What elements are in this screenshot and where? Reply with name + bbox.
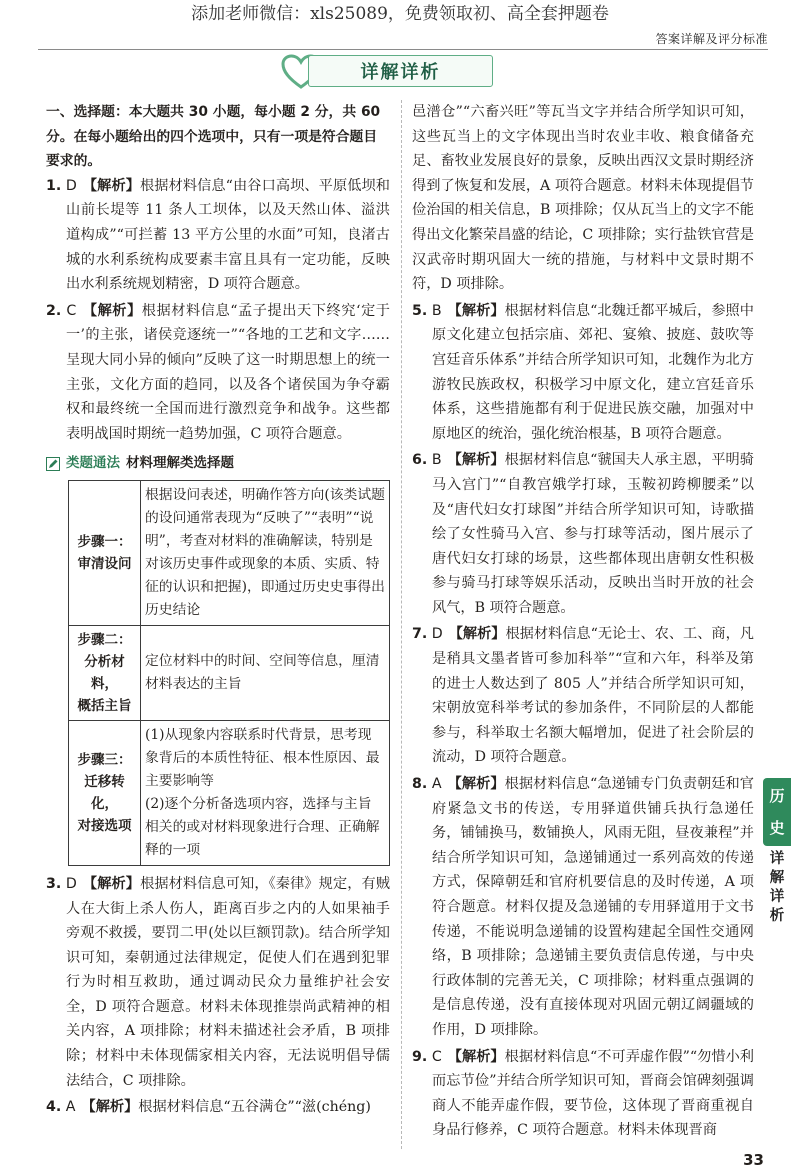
answer-item (412, 622, 754, 770)
title-box (308, 55, 493, 87)
step-heading (69, 720, 141, 865)
answer-text: 根据材料信息“无论士、农、工、商，凡是稍具文墨者皆可参加科举”“宣和六年，科举及第的进士人数达到了 805 人”并结合所学知识可知，宋朝放宽科举考试的参加条件，不同阶层的人都能参与，科举取士名额大幅增加，促进了社会阶层的流动，D 项符合题意。 (432, 626, 754, 766)
answer-text: 根据材料信息“五谷满仓”“滋(chéng) (138, 1099, 371, 1116)
step-heading-title (73, 553, 136, 575)
subject-tab (763, 778, 791, 846)
method-name: 类题通法 (66, 455, 120, 472)
header-label: 答案详解及评分标准 (655, 32, 768, 46)
step-heading-line: 分析材料， (84, 653, 125, 692)
side-tab-char: 历 (769, 787, 785, 805)
answer-item (46, 299, 390, 447)
analysis-tag: 【解析】 (81, 1099, 139, 1116)
answer-text: 根据材料信息“虢国夫人承主恩，平明骑马入宫门”“自教宫娥学打球，玉鞍初跨柳腰柔”以及“唐代妇女打球图”并结合所学知识可知，诗歌描绘了女性骑马入宫、参与打球等活动，图片展示了唐代妇女打球的场景，这些都体现出唐朝女性积极参与骑马打球等娱乐活动，反映出当时开放的社会风气，B 项符合题意。 (432, 452, 754, 616)
side-label-char: 详 (769, 889, 785, 905)
step-row (69, 480, 390, 625)
answer-item (46, 174, 390, 297)
answer-item (412, 299, 754, 447)
step-heading (69, 625, 141, 720)
step-content (141, 720, 390, 865)
answer-number: 2. (46, 302, 62, 319)
answer-text: 根据材料信息“北魏迁都平城后，参照中原文化建立包括宗庙、郊祀、宴飨、披庭、鼓吹等宫廷音乐体系”并结合所学知识可知，北魏作为北方游牧民族政权，积极学习中原文化，建立宫廷音乐体系，这些措施都有利于促进民族交融，加强对中原地区的统治，强化统治根基，B 项符合题意。 (432, 302, 754, 442)
answer-text: 根据材料信息“孟子提出天下终究‘定于一’的主张，诸侯竞逐统一”“各地的工艺和文字……呈现大同小异的倾向”反映了这一时期思想上的统一主张，文化方面的趋同，以及各个诸侯国为争夺霸权和最终统一全国而进行激烈竞争和战争。这些都表明战国时期统一趋势加强，C 项符合题意。 (66, 302, 390, 442)
step-content-line: 根据设问表述，明确作答方向(该类试题的设问通常表现为“反映了”“表明”“说明”，考查对材料的准确解读，特别是对该历史事件或现象的本质、实质、特征的认识和把握)，即通过历史史事得出历史结论 (145, 486, 385, 618)
section-intro: 一、选择题：本大题共 30 小题，每小题 2 分，共 60 分。在每小题给出的四个选项中，只有一项是符合题目要求的。 (46, 104, 381, 170)
answer-choice: A (65, 1099, 76, 1116)
step-heading (69, 480, 141, 625)
method-header (46, 451, 390, 476)
answer-number: 8. (412, 776, 428, 793)
answer-number: 6. (412, 452, 428, 469)
right-column (412, 100, 754, 1153)
analysis-tag: 【解析】 (447, 1048, 505, 1065)
step-heading-title (73, 771, 136, 837)
step-heading-line: 迁移转化， (84, 773, 125, 812)
answer-number: 3. (46, 875, 62, 892)
answer-choice: D (65, 177, 77, 194)
answer-item (412, 772, 754, 1043)
answer-text: 根据材料信息可知，《秦律》规定，有贼人在大街上杀人伤人，距离百步之内的人如果袖手旁观不救援，要罚二甲(处以巨额罚款)。结合所学知识可知，秦朝通过法律规定，促使人们在遇到犯罪行为时相互救助，通过调动民众力量维护社会安全，D 项符合题意。材料未体现推崇尚武精神的相关内容，A 项排除；材料未描述社会矛盾，B 项排除；材料中未体现儒家相关内容，无法说明倡导儒法结合，C 项排除。 (66, 875, 390, 1089)
answer-item (412, 100, 754, 297)
method-subtitle: 材料理解类选择题 (126, 455, 234, 472)
answer-text: 根据材料信息“由谷口高坝、平原低坝和山前长堤等 11 条人工坝体，以及天然山体、溢洪道构成”“可拦蓄 13 平方公里的水面”可知，良渚古城的水利系统构成要素丰富且具有一定功能，反映出水利系统规划精密，D 项符合题意。 (66, 177, 390, 293)
answer-number: 4. (46, 1099, 62, 1116)
step-heading-line: 对接选项 (77, 817, 132, 834)
step-content (141, 480, 390, 625)
side-label-char: 解 (769, 870, 785, 886)
answer-text: 根据材料信息“不可弄虚作假”“勿惜小利而忘节俭”并结合所学知识可知，晋商会馆碑刻强调商人不能弄虚作假，要节俭，这体现了晋商重视自身品行修养，C 项符合题意。材料未体现晋商 (432, 1048, 754, 1139)
analysis-tag: 【解析】 (448, 626, 506, 643)
answer-text: 根据材料信息“急递铺专门负责朝廷和官府紧急文书的传送，专用驿道供铺兵执行急递任务，铺铺换马，数铺换人，风雨无阻，昼夜兼程”并结合所学知识可知，急递铺通过一系列高效的传递方式，保障朝廷和官府机要信息的及时传递，A 项符合题意。材料仅提及急递铺的专用驿道用于文书传递，不能说明急递铺的设置构建起全国性交通网络，B 项排除；急递铺主要负责信息传递，与中央行政体制的完善无关，C 项排除；材料重点强调的是信息传递，没有直接体现对巩固元朝辽阔疆域的作用，D 项排除。 (432, 776, 754, 1038)
step-heading-label: 步骤一： (77, 533, 132, 550)
answer-choice: A (431, 776, 442, 793)
watermark-text: 添加老师微信：xls25089，免费领取初、高全套押题卷 (191, 4, 609, 24)
side-tab-char: 史 (769, 819, 785, 837)
answer-number: 9. (412, 1048, 428, 1065)
answer-choice: D (65, 875, 77, 892)
answer-number: 7. (412, 626, 428, 643)
left-answer-list-continued (46, 872, 390, 1120)
analysis-tag: 【解析】 (447, 302, 505, 319)
analysis-tag: 【解析】 (82, 302, 142, 319)
step-heading-line: 审清设问 (77, 555, 132, 572)
page-title: 详解详析 (360, 62, 441, 83)
answer-choice: B (431, 452, 442, 469)
answer-choice: B (431, 302, 442, 319)
answer-item (412, 1045, 754, 1143)
step-heading-line: 概括主旨 (77, 697, 132, 714)
answer-item (412, 448, 754, 620)
analysis-tag: 【解析】 (447, 452, 505, 469)
analysis-tag: 【解析】 (82, 875, 141, 892)
answer-text: 邑潽仓”“六畜兴旺”等瓦当文字并结合所学知识可知，这些瓦当上的文字体现出当时农业丰收、粮食储备充足、畜牧业发展良好的景象，反映出西汉文景时期经济得到了恢复和发展，A 项符合题意。材料未体现提倡节俭治国的相关信息，B 项排除；仅从瓦当上的文字不能得出文化繁荣昌盛的结论，C 项排除；实行盐铁官营是汉武帝时期巩固大一统的措施，与材料中文景时期不符，D 项排除。 (412, 104, 754, 293)
step-row (69, 720, 390, 865)
analysis-tag: 【解析】 (447, 776, 505, 793)
step-heading-label: 步骤二： (77, 631, 132, 648)
answer-choice: D (431, 626, 443, 643)
column-divider (401, 100, 402, 1149)
side-label-char: 详 (769, 851, 785, 867)
answer-number: 1. (46, 177, 62, 194)
section-title (280, 50, 510, 94)
step-content (141, 625, 390, 720)
side-label-char: 析 (769, 908, 785, 924)
left-column (46, 100, 390, 1153)
side-label (765, 850, 789, 926)
step-heading-title (73, 651, 136, 717)
step-content-line: (1)从现象内容联系时代背景，思考现象背后的本质性特征、根本性原因、最主要影响等 (145, 726, 380, 789)
answer-choice: C (431, 1048, 442, 1065)
step-row (69, 625, 390, 720)
step-content-line: 定位材料中的时间、空间等信息，厘清材料表达的主旨 (145, 652, 380, 692)
analysis-tag: 【解析】 (82, 177, 141, 194)
answer-number: 5. (412, 302, 428, 319)
answer-item (46, 1095, 390, 1120)
left-answer-list (46, 174, 390, 447)
steps-table (68, 480, 390, 866)
pencil-icon (46, 457, 60, 471)
answer-item (46, 872, 390, 1093)
step-heading-label: 步骤三： (77, 751, 132, 768)
answer-choice: C (66, 302, 77, 319)
page-number: 33 (743, 1151, 764, 1169)
step-content-line: (2)逐个分析备选项内容，选择与主旨相关的或对材料现象进行合理、正确解释的一项 (145, 795, 380, 858)
right-answer-list (412, 100, 754, 1143)
